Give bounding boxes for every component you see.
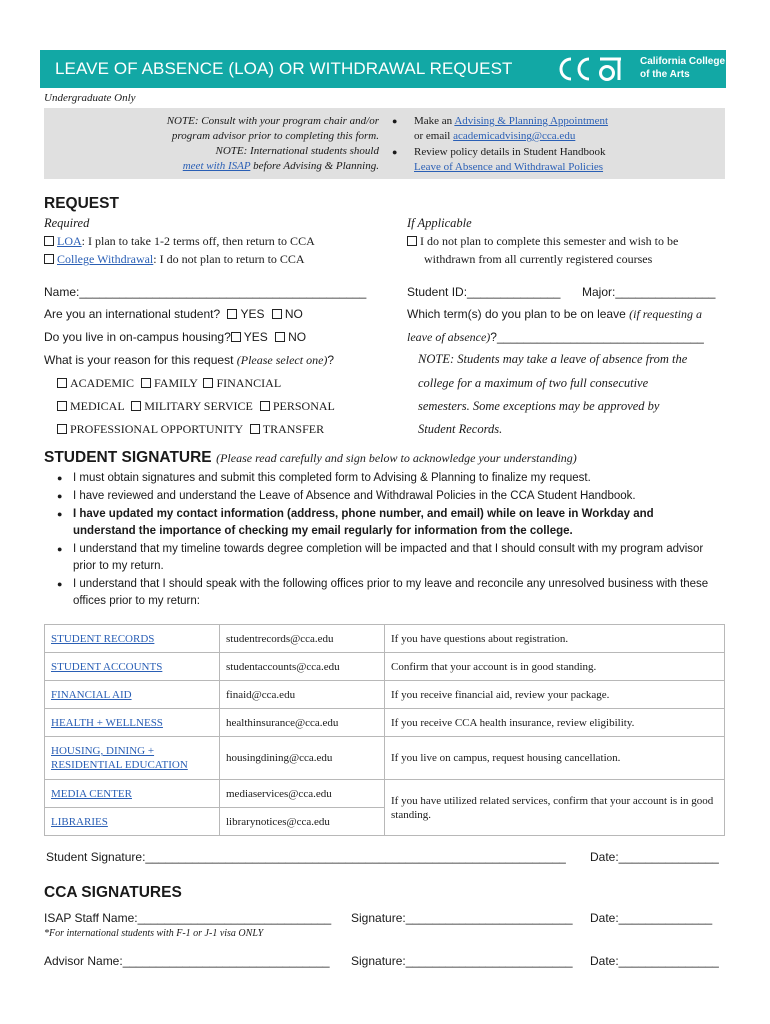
yes-label: YES bbox=[243, 330, 268, 344]
withdrawal-text: : I do not plan to return to CCA bbox=[153, 252, 305, 266]
office-email: finaid@cca.edu bbox=[220, 681, 385, 709]
office-link[interactable]: FINANCIAL AID bbox=[51, 688, 132, 701]
isap-date-field[interactable]: Date:______________ bbox=[590, 911, 713, 925]
note-item bbox=[392, 145, 714, 175]
reason-checkbox[interactable] bbox=[131, 401, 141, 411]
ack-item bbox=[57, 488, 717, 505]
no-label: NO bbox=[284, 307, 303, 321]
office-email: healthinsurance@cca.edu bbox=[220, 709, 385, 737]
signature-heading-note: (Please read carefully and sign below to acknowledge your understanding) bbox=[216, 451, 577, 465]
reason-family: FAMILY bbox=[154, 376, 198, 390]
reason-checkbox[interactable] bbox=[250, 424, 260, 434]
required-label: Required bbox=[44, 216, 90, 230]
reason-medical: MEDICAL bbox=[70, 399, 125, 413]
bullet-icon: ● bbox=[392, 147, 398, 157]
request-heading: REQUEST bbox=[44, 195, 119, 212]
major-field[interactable]: Major:_______________ bbox=[582, 285, 716, 299]
table-row bbox=[45, 709, 725, 737]
student-date-field[interactable]: Date:_______________ bbox=[590, 850, 719, 864]
office-email: housingdining@cca.edu bbox=[220, 737, 385, 780]
advisor-name-field[interactable]: Advisor Name:_______________________________ bbox=[44, 954, 330, 968]
bullet-icon: ● bbox=[392, 116, 398, 126]
reason-checkbox[interactable] bbox=[141, 378, 151, 388]
logo-line-1: California College bbox=[640, 56, 726, 67]
reason-professional: PROFESSIONAL OPPORTUNITY bbox=[70, 422, 243, 436]
office-link[interactable]: HOUSING, DINING + RESIDENTIAL EDUCATION bbox=[51, 745, 188, 771]
isap-signature-field[interactable]: Signature:_________________________ bbox=[351, 911, 573, 925]
subtitle: Undergraduate Only bbox=[44, 92, 136, 104]
isap-staff-name-field[interactable]: ISAP Staff Name:_____________________________ bbox=[44, 911, 332, 925]
bullet-icon: ● bbox=[57, 579, 63, 589]
table-row bbox=[45, 681, 725, 709]
loa-text: : I plan to take 1-2 terms off, then return to CCA bbox=[81, 234, 315, 248]
reasons-row-2 bbox=[57, 399, 335, 414]
semester-text: I do not plan to complete this semester and wish to be bbox=[420, 234, 679, 248]
bullet-icon: ● bbox=[57, 491, 63, 501]
withdrawal-option bbox=[44, 252, 305, 267]
ack-text: I understand that my timeline towards degree completion will be impacted and that I should consult with my program advisor prior to my return. bbox=[73, 543, 704, 572]
intl-question: Are you an international student? bbox=[44, 307, 221, 321]
office-link[interactable]: STUDENT RECORDS bbox=[51, 632, 155, 645]
student-id-field[interactable]: Student ID:______________ bbox=[407, 285, 561, 299]
student-signature-heading: STUDENT SIGNATURE bbox=[44, 449, 212, 466]
loa-note-line: NOTE: Students may take a leave of absence from the bbox=[418, 352, 688, 366]
office-email: mediaservices@cca.edu bbox=[220, 780, 385, 808]
housing-yes-checkbox[interactable] bbox=[231, 332, 241, 342]
ack-item bbox=[57, 541, 717, 575]
logo-line-2: of the Arts bbox=[640, 69, 690, 80]
office-link[interactable]: LIBRARIES bbox=[51, 815, 108, 828]
office-note: Confirm that your account is in good standing. bbox=[385, 653, 725, 681]
reason-transfer: TRANSFER bbox=[262, 422, 325, 436]
note-box bbox=[44, 108, 725, 179]
cca-signatures-heading: CCA SIGNATURES bbox=[44, 884, 182, 901]
office-email: librarynotices@cca.edu bbox=[220, 808, 385, 836]
reason-italic: (Please select one) bbox=[236, 353, 328, 367]
note-item bbox=[392, 114, 714, 144]
semester-text-line2: withdrawn from all currently registered courses bbox=[424, 252, 653, 266]
reason-checkbox[interactable] bbox=[57, 378, 67, 388]
reasons-row-3 bbox=[57, 422, 324, 437]
yes-label: YES bbox=[240, 307, 265, 321]
logo-text bbox=[640, 55, 725, 81]
intl-yes-checkbox[interactable] bbox=[227, 309, 237, 319]
student-signature-heading-row bbox=[44, 449, 577, 467]
form-title: LEAVE OF ABSENCE (LOA) OR WITHDRAWAL REQUEST bbox=[55, 59, 513, 78]
isap-footnote: *For international students with F-1 or J-1 visa ONLY bbox=[44, 928, 264, 939]
reason-checkbox[interactable] bbox=[260, 401, 270, 411]
table-row bbox=[45, 780, 725, 808]
table-row bbox=[45, 653, 725, 681]
student-signature-field[interactable]: Student Signature:_______________________________________________________________ bbox=[46, 850, 566, 864]
advising-appointment-link[interactable]: Advising & Planning Appointment bbox=[454, 115, 609, 127]
ack-item bbox=[57, 576, 717, 610]
loa-note-line: college for a maximum of two full consecutive bbox=[418, 376, 649, 390]
office-email: studentaccounts@cca.edu bbox=[220, 653, 385, 681]
advisor-date-field[interactable]: Date:_______________ bbox=[590, 954, 719, 968]
office-note: If you have utilized related services, confirm that your account is in good standing. bbox=[385, 780, 725, 836]
reason-text: What is your reason for this request bbox=[44, 353, 234, 367]
table-row bbox=[45, 625, 725, 653]
reason-academic: ACADEMIC bbox=[70, 376, 135, 390]
reasons-row-1 bbox=[57, 376, 281, 391]
offices-table bbox=[44, 624, 725, 836]
loa-note-line: Student Records. bbox=[418, 422, 503, 436]
cca-logo-icon bbox=[555, 53, 630, 85]
ack-text: I have reviewed and understand the Leave of Absence and Withdrawal Policies in the CCA Student Handbook. bbox=[73, 490, 636, 502]
office-note: If you live on campus, request housing cancellation. bbox=[385, 737, 725, 780]
note-line: program advisor prior to completing this form. bbox=[171, 130, 379, 142]
loa-note-line: semesters. Some exceptions may be approved by bbox=[418, 399, 660, 413]
reason-financial: FINANCIAL bbox=[216, 376, 282, 390]
office-note: If you have questions about registration. bbox=[385, 625, 725, 653]
reason-suffix: ? bbox=[327, 353, 335, 367]
intl-no-checkbox[interactable] bbox=[272, 309, 282, 319]
table-row bbox=[45, 737, 725, 780]
reason-question bbox=[44, 353, 334, 368]
form-header bbox=[40, 50, 726, 88]
loa-checkbox[interactable] bbox=[44, 236, 54, 246]
if-applicable-label: If Applicable bbox=[407, 216, 472, 230]
office-note: If you receive financial aid, review your package. bbox=[385, 681, 725, 709]
ack-text: I must obtain signatures and submit this completed form to Advising & Planning to finalize my request. bbox=[73, 472, 591, 484]
name-field[interactable]: Name:___________________________________________ bbox=[44, 285, 367, 299]
note-line: NOTE: Consult with your program chair and/or bbox=[166, 115, 379, 127]
bullet-icon: ● bbox=[57, 509, 63, 519]
reason-checkbox[interactable] bbox=[57, 401, 67, 411]
note-line bbox=[124, 159, 379, 174]
housing-no-checkbox[interactable] bbox=[275, 332, 285, 342]
withdrawal-link[interactable]: College Withdrawal bbox=[57, 252, 154, 266]
reason-military: MILITARY SERVICE bbox=[144, 399, 253, 413]
advisor-signature-field[interactable]: Signature:_________________________ bbox=[351, 954, 573, 968]
office-email: studentrecords@cca.edu bbox=[220, 625, 385, 653]
note-text: Make an bbox=[414, 115, 455, 127]
advising-email-link[interactable]: academicadvising@cca.edu bbox=[453, 130, 576, 142]
terms-question: Which term(s) do you plan to be on leave bbox=[407, 307, 626, 321]
withdrawal-checkbox[interactable] bbox=[44, 254, 54, 264]
bullet-icon: ● bbox=[57, 473, 63, 483]
terms-question-row bbox=[407, 307, 702, 322]
ack-item bbox=[57, 506, 717, 540]
isap-link[interactable]: meet with ISAP bbox=[182, 160, 251, 172]
terms-italic-2: leave of absence) bbox=[407, 330, 491, 344]
note-left bbox=[124, 114, 379, 174]
housing-question: Do you live in on-campus housing? bbox=[44, 330, 231, 344]
ack-text-bold: I have updated my contact information (address, phone number, and email) while on leave in Workday and understand the importance of checking my email regularly for information from the college. bbox=[73, 508, 654, 537]
loa-option bbox=[44, 234, 315, 249]
semester-checkbox[interactable] bbox=[407, 236, 417, 246]
reason-checkbox[interactable] bbox=[203, 378, 213, 388]
policies-link[interactable]: Leave of Absence and Withdrawal Policies bbox=[414, 161, 604, 173]
intl-question-row bbox=[44, 307, 303, 321]
bullet-icon: ● bbox=[57, 544, 63, 554]
office-link[interactable]: MEDIA CENTER bbox=[51, 787, 132, 800]
no-label: NO bbox=[288, 330, 307, 344]
semester-option bbox=[407, 234, 678, 249]
reason-checkbox[interactable] bbox=[57, 424, 67, 434]
note-text: Review policy details in Student Handbook bbox=[414, 146, 606, 158]
note-text: before Advising & Planning. bbox=[250, 160, 379, 172]
note-line: NOTE: International students should bbox=[215, 145, 379, 157]
terms-blank[interactable]: ?_______________________________ bbox=[490, 330, 704, 344]
housing-question-row bbox=[44, 330, 306, 344]
loa-link[interactable]: LOA bbox=[57, 234, 82, 248]
ack-text: I understand that I should speak with the following offices prior to my leave and reconcile any unresolved business with these offices prior to my return: bbox=[73, 578, 709, 607]
office-link[interactable]: HEALTH + WELLNESS bbox=[51, 716, 163, 729]
terms-line2[interactable] bbox=[407, 330, 704, 345]
ack-item bbox=[57, 470, 717, 487]
note-right bbox=[392, 114, 714, 175]
office-note: If you receive CCA health insurance, review eligibility. bbox=[385, 709, 725, 737]
reason-personal: PERSONAL bbox=[272, 399, 335, 413]
terms-italic: (if requesting a bbox=[629, 307, 703, 321]
note-text: or email bbox=[414, 130, 454, 142]
office-link[interactable]: STUDENT ACCOUNTS bbox=[51, 660, 163, 673]
